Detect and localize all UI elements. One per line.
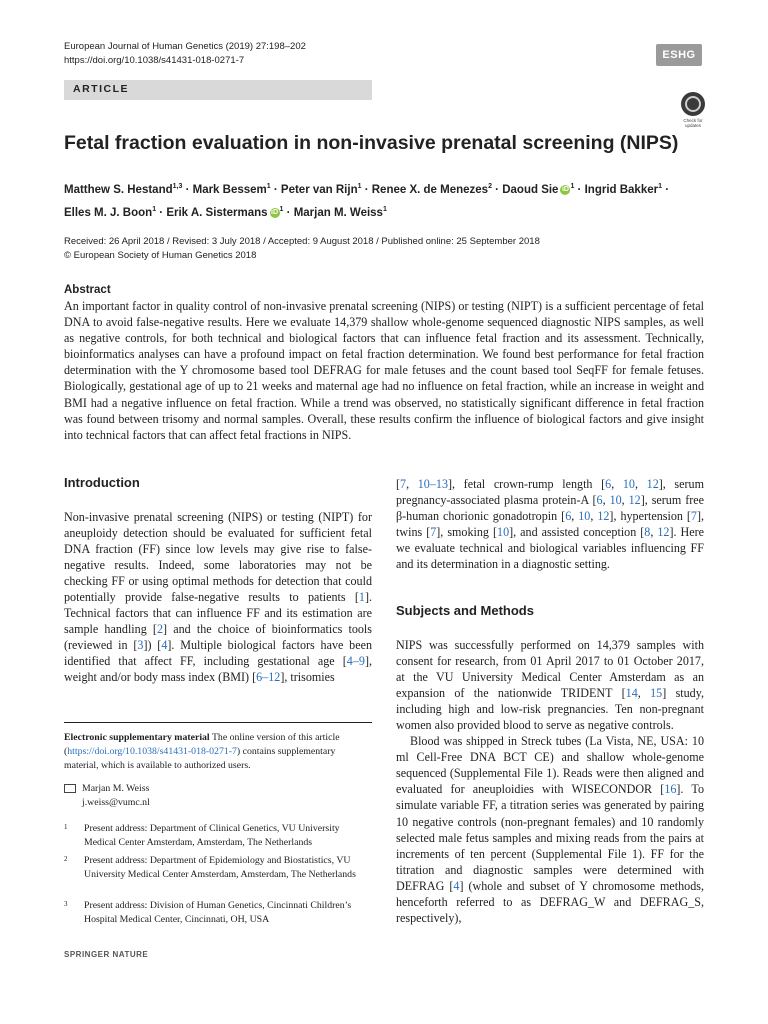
supplementary-note: Electronic supplementary material The online version of this article (https://doi.org/10.1038/s41431-018-0271-7) contains supplementary material, which is available to authorized users. (64, 732, 340, 771)
correspondence (64, 782, 372, 810)
citation-link[interactable]: 10 (622, 477, 635, 491)
citation-link[interactable]: 7 (400, 477, 407, 491)
citation-link[interactable]: 12 (628, 493, 641, 508)
publication-dates (64, 235, 704, 263)
introduction-heading: Introduction (64, 475, 140, 490)
author[interactable]: Erik A. Sistermans iD $^1$ (166, 205, 284, 219)
author[interactable]: Mark Bessem$^1$ (192, 183, 271, 196)
citation-link[interactable]: 6 (605, 477, 612, 491)
methods-body (396, 637, 704, 926)
supplementary-link[interactable]: https://doi.org/10.1038/s41431-018-0271-7 (67, 746, 237, 757)
citation-link[interactable]: 16 (664, 782, 677, 797)
author[interactable]: Daoud Sie iD $^1$ (502, 183, 575, 196)
doi-line[interactable]: https://doi.org/10.1038/s41431-018-0271-7 (64, 55, 245, 66)
methods-paragraph: NIPS was successfully performed on 14,379 samples with consent for research, from 01 April 2017 to 01 October 2017, at the VU University Medical Center Amsterdam as an expansion of the nationwide TRIDENT [14, 15] study, including high and low-risk pregnancies. Ten non-pregnant women also provided blood to serve as negative controls. (396, 638, 705, 733)
citation-link[interactable]: 15 (650, 686, 663, 701)
orcid-icon[interactable]: iD (561, 185, 569, 193)
citation-link[interactable]: 10 (578, 509, 591, 524)
abstract-body: An important factor in quality control of non-invasive prenatal screening (NIPS) or testing (NIPT) is a sufficient percentage of fetal DNA to avoid false-negative results. Here we evaluate 14,379 shallow whole-genome sequenced diagnostic NIPS samples, as well as negative controls, for both technical and biological factors that can influence fetal fraction and its assessment. Technically, bioinformatics analyses can have a profound impact on fetal fraction determination. We found best performance for fetal fraction determination with the Y chromosome based tool DEFRAG for male fetuses and the count based tool SeqFF for female fetuses. Biologically, gestational age of up to 21 weeks and maternal age had no influence on fetal fraction, while an increase in weight and BMI had a negative influence on fetal fraction. While a trend was observed, no statistically significant difference in fetal fraction was found between trisomy and normal samples. Overall, these results confirm the influence of biological factors and give insight into technical factors that can affect fetal fractions in NIPS. (64, 299, 704, 442)
citation-link[interactable]: 6 (596, 493, 603, 508)
corresponding-author: Marjan M. Weiss (82, 783, 150, 794)
footnote: 1 Present address: Department of Clinical Genetics, VU University Medical Center Amsterdam, Amsterdam, The Netherlands (64, 823, 340, 848)
journal-header (64, 40, 306, 68)
author[interactable]: Marjan M. Weiss$^1$ (293, 205, 387, 219)
methods-heading: Subjects and Methods (396, 603, 534, 618)
citation-link[interactable]: 10 (609, 493, 622, 508)
citation-link[interactable]: 2 (156, 622, 163, 637)
journal-citation: European Journal of Human Genetics (2019) 27:198–202 (64, 41, 306, 52)
author-list: Matthew S. Hestand$^{1,3}$ · Mark Bessem$^1$ · Peter van Rijn$^1$ · Renee X. de Menezes$^2$ · Daoud Sie iD $^1$ · Ingrid Bakker$^1$ · Elles M. J. Boon$^1$ · Erik A. Sistermans iD $^1$ · Marjan M. Weiss$^1$ (64, 183, 670, 219)
envelope-icon (64, 784, 76, 793)
author[interactable]: Ingrid Bakker$^1$ (584, 183, 662, 196)
check-updates-text: Check for updates (683, 118, 703, 128)
copyright: © European Society of Human Genetics 2018 (64, 250, 257, 261)
citation-link[interactable]: 4 (161, 638, 168, 653)
corresponding-email[interactable]: j.weiss@vumc.nl (82, 797, 150, 808)
publisher-logo: SPRINGER NATURE (64, 950, 149, 959)
footnote: 3 Present address: Division of Human Genetics, Cincinnati Children’s Hospital Medical Center, Cincinnati, OH, USA (64, 900, 352, 925)
citation-link[interactable]: 8 (644, 525, 651, 540)
citation-link[interactable]: 12 (597, 509, 610, 524)
citation-link[interactable]: 14 (625, 686, 638, 701)
citation-link[interactable]: 10 (497, 525, 510, 540)
citation-link[interactable]: 4 (453, 878, 460, 893)
orcid-icon[interactable]: iD (271, 208, 279, 216)
author[interactable]: Peter van Rijn$^1$ (280, 183, 362, 196)
abstract-heading: Abstract (64, 284, 111, 296)
citation-link[interactable]: 12 (646, 477, 659, 491)
author[interactable]: Renee X. de Menezes$^2$ (371, 183, 492, 196)
footnote-divider (64, 722, 372, 723)
check-for-updates-badge[interactable] (679, 92, 707, 130)
citation-link[interactable]: 1 (358, 590, 365, 605)
eshg-logo: ESHG (656, 44, 702, 66)
author[interactable]: Elles M. J. Boon$^1$ (64, 205, 157, 219)
citation-link[interactable]: 12 (657, 525, 670, 540)
article-title: Fetal fraction evaluation in non-invasive prenatal screening (NIPS) (64, 132, 679, 154)
introduction-body: Non-invasive prenatal screening (NIPS) or testing (NIPT) for aneuploidy detection should be evaluated for sufficient fetal DNA fraction (FF) since low levels may give rise to false-negative results. Indeed, some laboratories may not be checking FF or using optimal methods for detection that could potentially provide false-negative results to patients [1]. Technical factors that can influence FF and its estimation are sample handling [2] and the choice of bioinformatics tools (reviewed in [3]) [4]. Multiple biological factors have been identified that affect FF, including gestational age [4–9], weight and/or body mass index (BMI) [6–12], trisomies (64, 510, 373, 685)
citation-link[interactable]: 3 (137, 638, 144, 653)
article-type-label: ARTICLE (73, 83, 129, 95)
citation-link[interactable]: 4–9 (346, 654, 365, 669)
citation-link[interactable]: 6–12 (256, 670, 281, 685)
citation-link[interactable]: 10–13 (417, 477, 448, 491)
methods-paragraph: Blood was shipped in Streck tubes (La Vista, NE, USA: 10 ml Cell-Free DNA BCT CE) and shallow whole-genome sequenced (Supplemental File 1). Reads were then aligned and evaluated for aneuploidies with WISECONDOR [16]. To simulate variable FF, a titration series was generated by pairing 10 negative controls (non-pregnant females) and 10 randomly selected male fetus samples and mixing reads from the pairs at increments of ten percent (Supplemental File 1). FF for the titration and diagnostic samples were determined with DEFRAG [4] (whole and subset of Y chromosome methods, henceforth referred to as DEFRAG_W and DEFRAG_S, respectively), (396, 734, 704, 925)
footnote: 2 Present address: Department of Epidemiology and Biostatistics, VU University Medical Center Amsterdam, Amsterdam, The Netherlands (64, 855, 356, 880)
introduction-continued: [7, 10–13], fetal crown-rump length [6, 10, 12], serum pregnancy-associated plasma protein-A [6, 10, 12], serum free β-human chorionic gonadotropin [6, 10, 12], hypertension [7], twins [7], smoking [10], and assisted conception [8, 12]. Here we evaluate technical and biological variables influencing FF and its determination in a diagnostic setting. (396, 477, 705, 572)
citation-link[interactable]: 6 (565, 509, 572, 524)
citation-link[interactable]: 7 (430, 525, 437, 540)
check-updates-icon (681, 92, 705, 116)
citation-link[interactable]: 7 (690, 509, 697, 524)
author[interactable]: Matthew S. Hestand$^{1,3}$ (64, 183, 183, 196)
history-dates: Received: 26 April 2018 / Revised: 3 July 2018 / Accepted: 9 August 2018 / Published online: 25 September 2018 (64, 236, 540, 247)
